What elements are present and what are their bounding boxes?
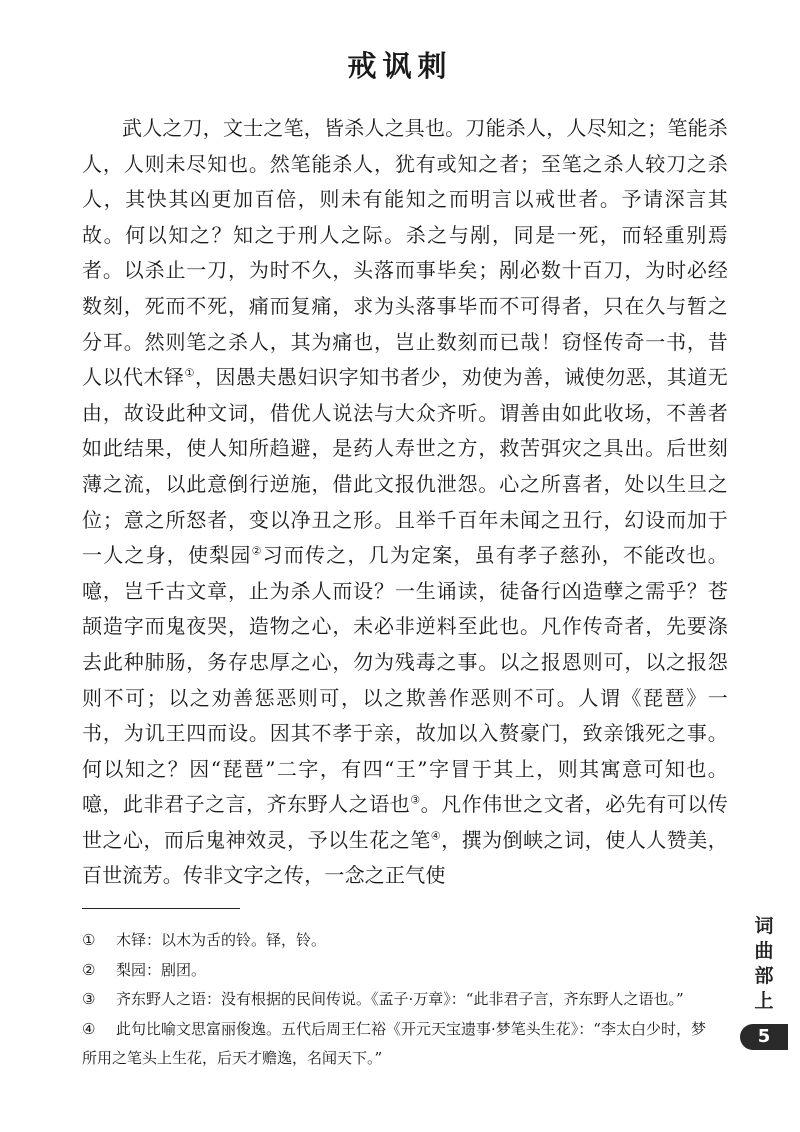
footnote-2 [82, 956, 720, 986]
footnote-number: ③ [82, 990, 96, 1008]
side-tab-char: 曲 [754, 940, 774, 962]
footnote-number: ① [82, 931, 96, 949]
footnote-mark-3[interactable]: ③ [410, 793, 421, 807]
page-title: 戒讽刺 [347, 49, 453, 83]
page-number-badge: 5 [740, 1024, 788, 1050]
paragraph-text-1: 武人之刀，文士之笔，皆杀人之具也。刀能杀人，人尽知之；笔能杀人，人则未尽知也。然笔能杀人，犹有或知之者；至笔之杀人较刀之杀人，其快其凶更加百倍，则未有能知之而明言以戒世者。予请深言其故。何以知之？知之于刑人之际。杀之与剐，同是一死，而轻重别焉者。以杀止一刀，为时不久，头落而事毕矣；剐必数十百刀，为时必经数刻，死而不死，痛而复痛，求为头落事毕而不可得者，只在久与暂之分耳。然则笔之杀人，其为痛也，岂止数刻而已哉！窃怪传奇一书，昔人以代木铎 [82, 116, 728, 390]
paragraph-text-3: 习而传之，几为定案，虽有孝子慈孙，不能改也。噫，岂千古文章，止为杀人而设？一生诵读，徒备行凶造孽之需乎？苍颉造字而鬼夜哭，造物之心，未必非逆料至此也。凡作传奇者，先要涤去此种肺肠，务存忠厚之心，勿为残毒之事。以之报恩则可，以之报怨则不可；以之劝善惩恶则可，以之欺善作恶则不可。人谓《琵琶》一书，为讥王四而设。因其不孝于亲，故加以入赘豪门，致亲饿死之事。何以知之？因“琵琶”二字，有四“王”字冒于其上，则其寓意可知也。噫，此非君子之言，齐东野人之语也 [82, 543, 729, 817]
footnote-divider [82, 908, 240, 909]
footnote-1 [82, 926, 720, 956]
footnote-4 [82, 1015, 720, 1074]
footnote-mark-4[interactable]: ④ [430, 829, 442, 843]
footnote-number: ④ [82, 1019, 96, 1038]
footnote-number: ② [82, 960, 96, 979]
paragraph-text-5: ，撰为倒峡之词，使人人赞美，百世流芳。传非文字之传，一念之正气使 [82, 827, 728, 888]
footnote-text: 木铎：以木为舌的铃。铎，铃。 [116, 931, 327, 949]
footnote-text: 此句比喻文思富丽俊逸。五代后周王仁裕《开元天宝遗事·梦笔头生花》：“李太白少时，梦所用之笔头上生花，后天才赡逸，名闻天下。” [82, 1019, 706, 1067]
footnote-3 [82, 985, 720, 1015]
paragraph-text-2: ，因愚夫愚妇识字知书者少，劝使为善，诫使勿恶，其道无由，故设此种文词，借优人说法与大众齐听。谓善由如此收场，不善者如此结果，使人知所趋避，是药人寿世之方，救苦弭灾之具出。后世刻薄之流，以此意倒行逆施，借此文报仇泄怨。心之所喜者，处以生旦之位；意之所怒者，变以净丑之形。且举千百年未闻之丑行，幻设而加于一人之身，使梨园 [82, 365, 729, 568]
side-tab-char: 部 [754, 965, 774, 987]
side-tab-char: 词 [754, 915, 774, 937]
footnote-text: 梨园：剧团。 [116, 960, 207, 979]
footnote-mark-2[interactable]: ② [251, 544, 263, 558]
section-side-tab [744, 914, 784, 1014]
footnote-text: 齐东野人之语：没有根据的民间传说。《孟子·万章》：“此非君子言，齐东野人之语也。” [116, 990, 684, 1008]
footnotes [82, 926, 720, 1074]
essay-paragraph [82, 111, 728, 894]
footnote-mark-1[interactable]: ① [184, 366, 195, 380]
paragraph-text-4: 。凡作伟世之文者，必先有可以传世之心，而后鬼神效灵，予以生花之笔 [82, 792, 729, 852]
side-tab-char: 上 [754, 990, 774, 1012]
